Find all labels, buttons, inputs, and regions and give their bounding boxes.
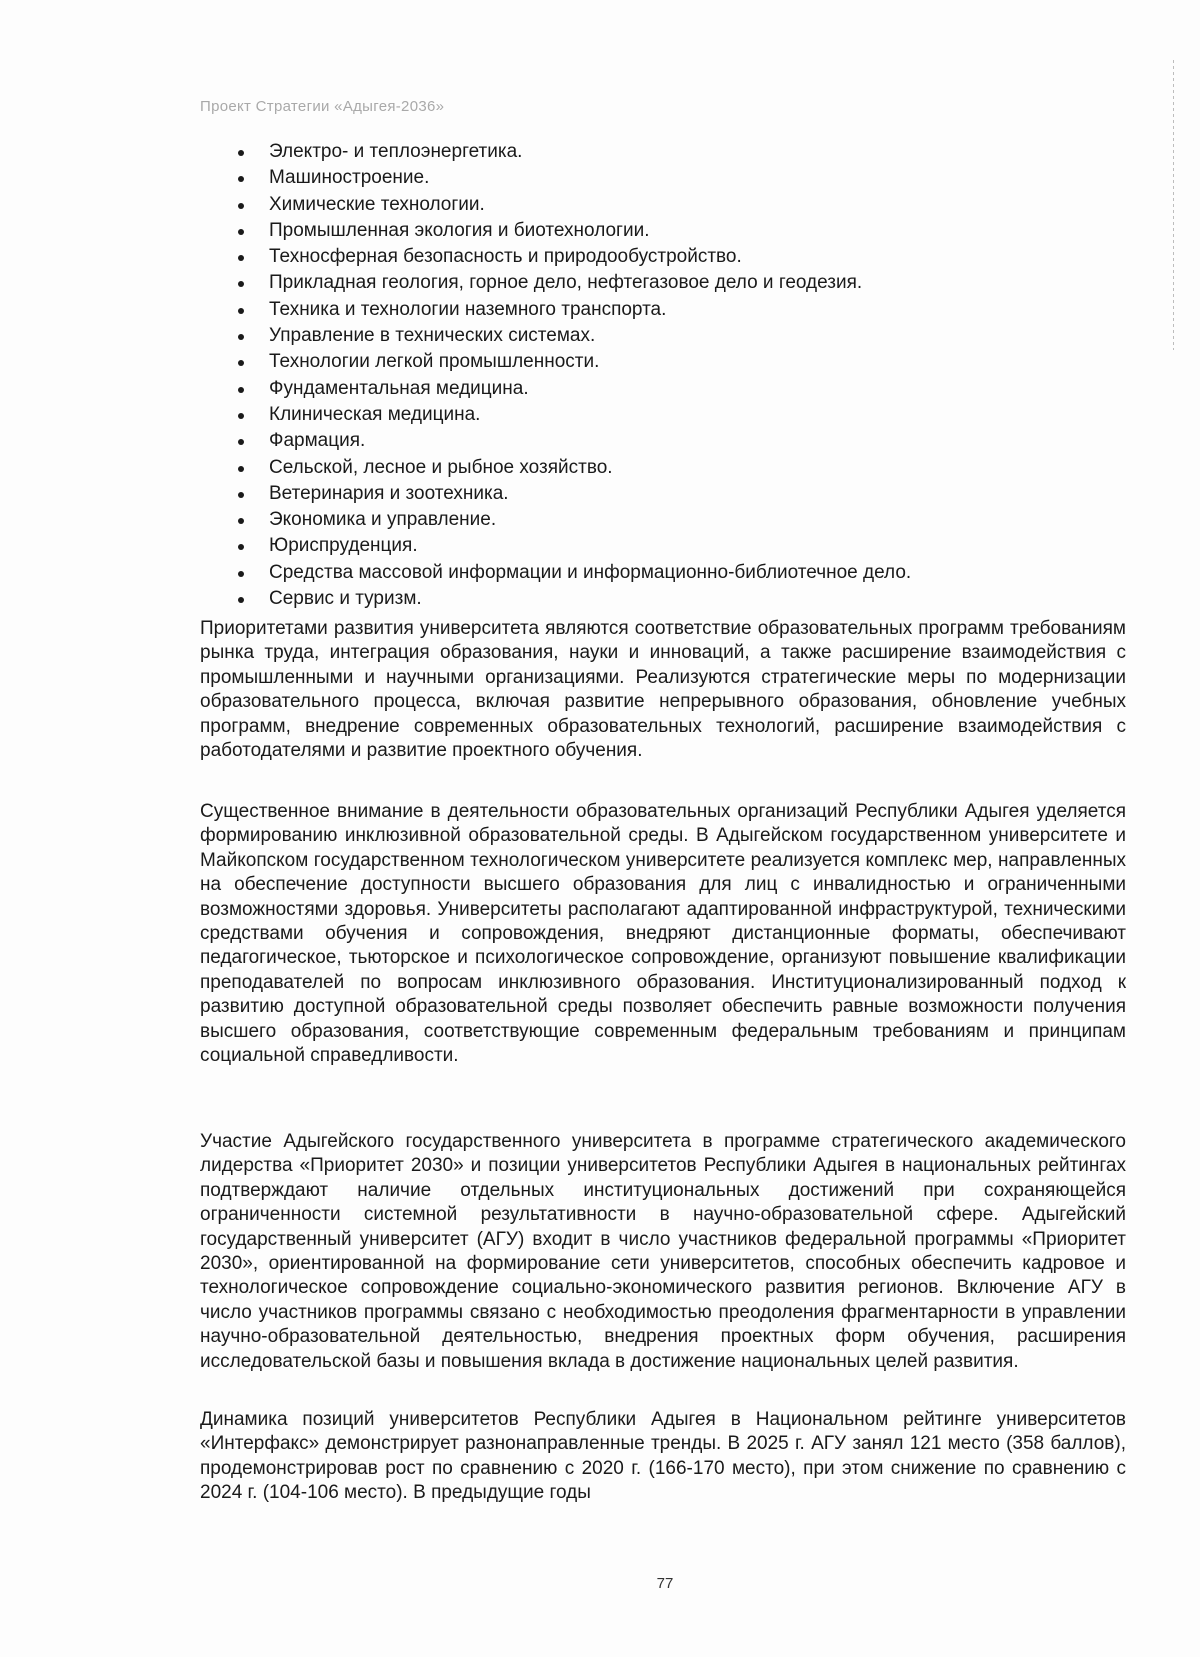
list-item bbox=[200, 533, 1130, 559]
bullet-icon bbox=[238, 387, 244, 393]
scan-artifact-line bbox=[1173, 60, 1174, 350]
list-item-text: Техника и технологии наземного транспорта. bbox=[269, 298, 667, 320]
bullet-icon bbox=[238, 360, 244, 366]
running-header: Проект Стратегии «Адыгея-2036» bbox=[200, 98, 445, 115]
bullet-icon bbox=[238, 518, 244, 524]
list-item-text: Ветеринария и зоотехника. bbox=[269, 482, 509, 504]
list-item-text: Сервис и туризм. bbox=[269, 588, 422, 610]
list-item-text: Фармация. bbox=[269, 430, 366, 452]
bullet-icon bbox=[238, 466, 244, 472]
list-item bbox=[200, 244, 1130, 270]
list-item-text: Электро- и теплоэнергетика. bbox=[269, 141, 523, 162]
paragraph-inclusive-education: Существенное внимание в деятельности образовательных организаций Республики Адыгея уделяется формированию инклюзивной образовательной среды. В Адыгейском государственном университете и Майкопском государственном технологическом университете реализуется комплекс мер, направленных на обеспечение доступности высшего образования для лиц с инвалидностью и ограниченными возможностями здоровья. Университеты располагают адаптированной инфраструктурой, техническими средствами обучения и сопровождения, внедряют дистанционные форматы, обеспечивают педагогическое, тьюторское и психологическое сопровождение, организуют повышение квалификации преподавателей по вопросам инклюзивного образования. Институционализированный подход к развитию доступной образовательной среды позволяет обеспечить равные возможности получения высшего образования, соответствующие современным федеральным требованиям и принципам социальной справедливости. bbox=[200, 801, 1126, 1067]
bullet-icon bbox=[238, 176, 244, 182]
list-item bbox=[200, 507, 1130, 533]
specialties-list bbox=[200, 139, 1130, 612]
bullet-icon bbox=[238, 597, 244, 603]
bullet-icon bbox=[238, 308, 244, 314]
bullet-icon bbox=[238, 334, 244, 340]
bullet-icon bbox=[238, 439, 244, 445]
list-item bbox=[200, 376, 1130, 402]
list-item bbox=[200, 218, 1130, 244]
page-number: 77 bbox=[656, 1575, 674, 1592]
list-item bbox=[200, 323, 1130, 349]
list-item-text: Средства массовой информации и информационно-библиотечное дело. bbox=[269, 561, 912, 583]
list-item bbox=[200, 192, 1130, 218]
list-item bbox=[200, 586, 1130, 612]
list-item bbox=[200, 402, 1130, 428]
list-item-text: Промышленная экология и биотехнологии. bbox=[269, 219, 650, 241]
bullet-icon bbox=[238, 281, 244, 287]
list-item bbox=[200, 139, 1130, 165]
list-item-text: Юриспруденция. bbox=[269, 535, 418, 557]
bullet-icon bbox=[238, 203, 244, 209]
list-item bbox=[200, 297, 1130, 323]
list-item-text: Прикладная геология, горное дело, нефтегазовое дело и геодезия. bbox=[269, 272, 863, 294]
list-item bbox=[200, 560, 1130, 586]
paragraph-ranking-dynamics: Динамика позиций университетов Республики Адыгея в Национальном рейтинге университетов «Интерфакс» демонстрирует разнонаправленные тренды. В 2025 г. АГУ занял 121 место (358 баллов), продемонстрировав рост по сравнению с 2020 г. (166-170 место), при этом снижение по сравнению с 2024 г. (104-106 место). В предыдущие годы bbox=[200, 1409, 1126, 1504]
list-item bbox=[200, 349, 1130, 375]
list-item-text: Клиническая медицина. bbox=[269, 403, 481, 425]
bullet-icon bbox=[238, 255, 244, 261]
bullet-icon bbox=[238, 229, 244, 235]
bullet-icon bbox=[238, 544, 244, 550]
list-item-text: Технологии легкой промышленности. bbox=[269, 351, 600, 373]
paragraph-priorities: Приоритетами развития университета являются соответствие образовательных программ требованиям рынка труда, интеграция образования, науки и инноваций, а также расширение взаимодействия с промышленными и научными организациями. Реализуются стратегические меры по модернизации образовательного процесса, включая развитие непрерывного образования, обновление учебных программ, внедрение современных образовательных технологий, расширение взаимодействия с работодателями и развитие проектного обучения. bbox=[200, 618, 1126, 762]
list-item bbox=[200, 428, 1130, 454]
list-item-text: Машиностроение. bbox=[269, 167, 430, 189]
list-item-text: Управление в технических системах. bbox=[269, 325, 596, 347]
paragraph-priority-2030: Участие Адыгейского государственного университета в программе стратегического академического лидерства «Приоритет 2030» и позиции университетов Республики Адыгея в национальных рейтингах подтверждают наличие отдельных институциональных достижений при сохраняющейся ограниченности системной результативности в научно-образовательной сфере. Адыгейский государственный университет (АГУ) входит в число участников федеральной программы «Приоритет 2030», ориентированной на формирование сети университетов, способных обеспечить кадровое и технологическое сопровождение социально-экономического развития регионов. Включение АГУ в число участников программы связано с необходимостью преодоления фрагментарности в управлении научно-образовательной деятельностью, внедрения проектных форм обучения, расширения исследовательской базы и повышения вклада в достижение национальных целей развития. bbox=[200, 1131, 1126, 1372]
list-item bbox=[200, 455, 1130, 481]
list-item bbox=[200, 165, 1130, 191]
list-item bbox=[200, 270, 1130, 296]
bullet-icon bbox=[238, 413, 244, 419]
list-item-text: Фундаментальная медицина. bbox=[269, 377, 529, 399]
list-item-text: Экономика и управление. bbox=[269, 509, 497, 531]
bullet-icon bbox=[238, 492, 244, 498]
list-item bbox=[200, 481, 1130, 507]
list-item-text: Техносферная безопасность и природообустройство. bbox=[269, 246, 742, 268]
list-item-text: Химические технологии. bbox=[269, 193, 485, 215]
list-item-text: Сельской, лесное и рыбное хозяйство. bbox=[269, 456, 613, 478]
bullet-icon bbox=[238, 571, 244, 577]
bullet-icon bbox=[238, 150, 244, 156]
